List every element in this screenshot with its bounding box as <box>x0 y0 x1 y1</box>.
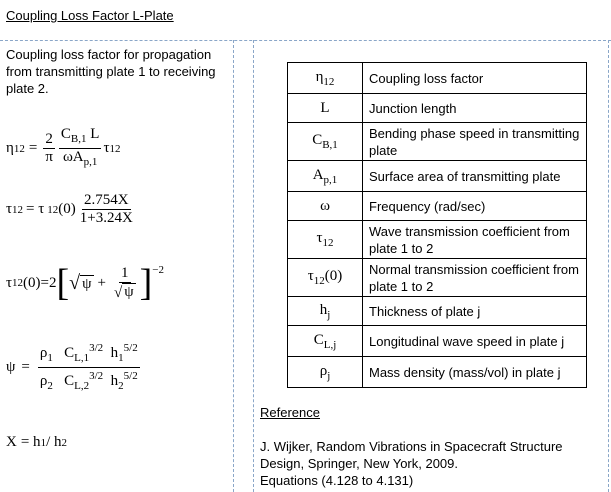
symbol-cell: $\tau_{12}$ <box>288 221 363 259</box>
description-cell: Longitudinal wave speed in plate j <box>363 326 587 357</box>
symbol-cell: $C_{L,j}$ <box>288 326 363 357</box>
equation-psi: ψ = $\frac{\rho_1 C_{L,1}^{3/2} h_1^{5/2}}{\rho_2 C_{L,2}^{3/2} h_2^{5/2}}$ <box>6 342 138 392</box>
reference-line: Design, Springer, New York, 2009. <box>260 456 459 471</box>
equation-coupling-loss: η 12 = $\frac{2}{\pi}$ $\frac{C_{B,1} L}{\omega A_{p,1}}$ τ 12 <box>6 126 121 168</box>
description-cell: Frequency (rad/sec) <box>363 192 587 221</box>
description-cell: Bending phase speed in transmitting plate <box>363 123 587 161</box>
table-row <box>288 63 587 94</box>
table-row <box>288 94 587 123</box>
column-divider-left <box>233 40 234 492</box>
table-row <box>288 326 587 357</box>
table-row <box>288 357 587 388</box>
symbol-cell: $h_j$ <box>288 297 363 326</box>
table-row <box>288 161 587 192</box>
reference-line: J. Wijker, Random Vibrations in Spacecraft Structure <box>260 439 563 454</box>
description-cell: Coupling loss factor <box>363 63 587 94</box>
table-row <box>288 259 587 297</box>
symbol-cell: ω <box>288 192 363 221</box>
reference-line: Equations (4.128 to 4.131) <box>260 473 414 488</box>
equation-x: X = h 1 / h 2 <box>6 434 67 450</box>
description-cell: Surface area of transmitting plate <box>363 161 587 192</box>
symbol-cell: $A_{p,1}$ <box>288 161 363 192</box>
symbol-cell: $\eta_{12}$ <box>288 63 363 94</box>
symbol-cell: $\tau_{12}(0)$ <box>288 259 363 297</box>
symbol-cell: L <box>288 94 363 123</box>
reference-heading: Reference <box>260 405 320 420</box>
table-row <box>288 297 587 326</box>
table-row <box>288 123 587 161</box>
symbol-cell: $C_{B,1}$ <box>288 123 363 161</box>
table-row <box>288 192 587 221</box>
header-divider <box>0 40 611 41</box>
equation-wave-transmission: τ 12 = τ 12 (0) $\frac{2.754X}{1+3.24X}$ <box>6 192 133 226</box>
symbol-table <box>287 62 587 388</box>
page-right-border <box>608 40 609 492</box>
reference-text <box>260 438 605 489</box>
page-title: Coupling Loss Factor L-Plate <box>6 8 174 23</box>
symbol-cell: $\rho_j$ <box>288 357 363 388</box>
description-cell: Mass density (mass/vol) in plate j <box>363 357 587 388</box>
description-cell: Wave transmission coefficient from plate 1 to 2 <box>363 221 587 259</box>
description-text: Coupling loss factor for propagation from transmitting plate 1 to receiving plate 2. <box>6 47 216 96</box>
description-cell: Junction length <box>363 94 587 123</box>
column-divider-right <box>253 40 254 492</box>
table-row <box>288 221 587 259</box>
description-cell: Thickness of plate j <box>363 297 587 326</box>
description-cell: Normal transmission coefficient from plate 1 to 2 <box>363 259 587 297</box>
equation-normal-transmission: τ 12 (0)=2 [ √ ψ + 1 √ ψ ] $^{-2}$ <box>6 262 164 304</box>
